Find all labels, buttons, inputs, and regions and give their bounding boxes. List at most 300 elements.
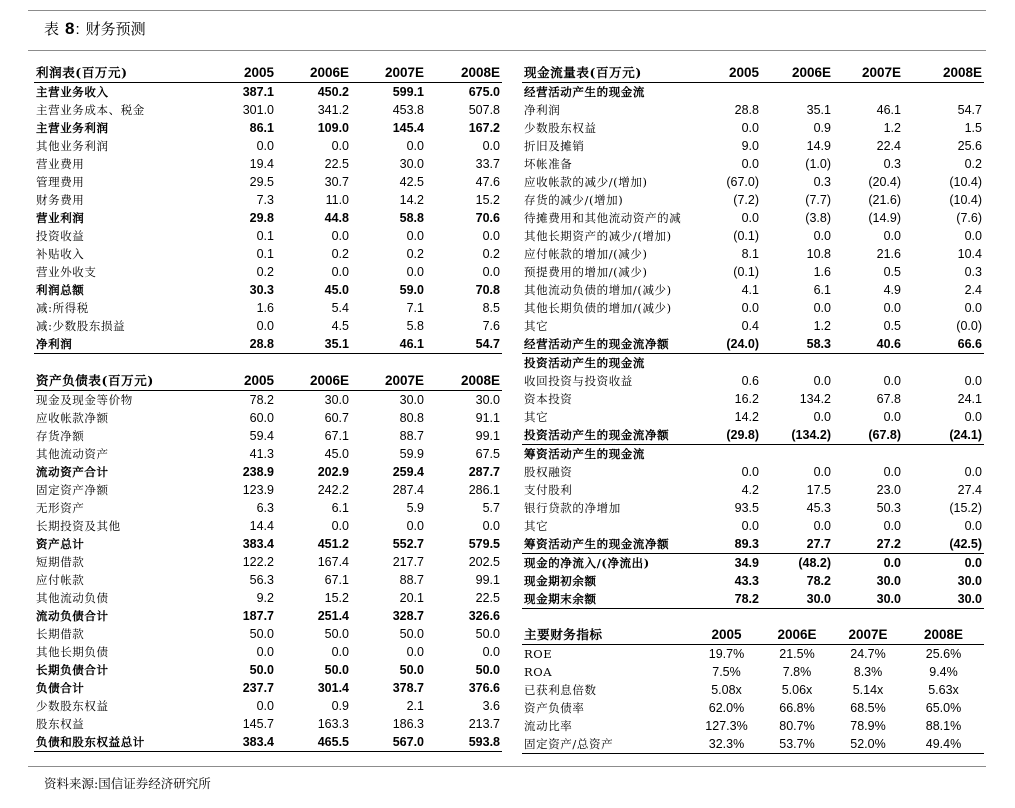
value-cell: 10.4 (957, 247, 982, 261)
value-cell: 16.2 (734, 392, 759, 406)
value-cell: 50.0 (399, 663, 424, 677)
table-row (34, 481, 502, 499)
value-cell: 0.4 (741, 319, 759, 333)
year-header-cell: 2006E (276, 64, 351, 83)
value-cell: 0.2 (482, 247, 500, 261)
value-cell: 42.5 (399, 175, 424, 189)
table-row (34, 263, 502, 281)
value-cell: 30.0 (324, 393, 349, 407)
value-cell: 451.2 (317, 537, 349, 551)
value-cell: 0.0 (482, 139, 500, 153)
row-label: 应收帐款净额 (36, 411, 109, 425)
table-row (522, 554, 984, 573)
table-row (522, 572, 984, 590)
value-cell: 387.1 (242, 85, 274, 99)
row-label: 净利润 (34, 335, 207, 354)
table-row (522, 408, 984, 426)
value-cell: 122.2 (242, 555, 274, 569)
value-cell: 9.4% (929, 665, 958, 679)
value-cell: 0.2 (256, 265, 274, 279)
table-row (34, 245, 502, 263)
bottom-rule (28, 766, 986, 767)
value-cell: 593.8 (426, 733, 502, 752)
source-note: 资料来源:国信证券经济研究所 (44, 776, 211, 791)
row-label: 其它 (524, 410, 549, 424)
balance-sheet-table (34, 372, 502, 752)
value-cell: (7.7) (805, 193, 831, 207)
value-cell: 11.0 (325, 193, 349, 207)
value-cell: 30.3 (249, 283, 274, 297)
row-label: 负债合计 (36, 681, 85, 695)
table-row (34, 209, 502, 227)
value-cell: (0.0) (956, 319, 982, 333)
row-label: 折旧及摊销 (524, 139, 585, 153)
value-cell: (67.8) (833, 426, 903, 445)
value-cell: 7.5% (712, 665, 741, 679)
row-label: 存货净额 (36, 429, 85, 443)
table-row (522, 481, 984, 499)
value-cell: 5.14x (852, 683, 884, 697)
value-cell: 67.1 (324, 573, 349, 587)
value-cell: 14.4 (249, 519, 274, 533)
row-label: 长期投资及其他 (36, 519, 121, 533)
row-label: 其他流动负债 (36, 591, 109, 605)
row-label: 流动比率 (524, 719, 573, 733)
value-cell: 0.0 (883, 410, 901, 424)
table-row (522, 663, 984, 681)
row-label: 其他长期负债 (36, 645, 109, 659)
value-cell: 0.0 (883, 556, 901, 570)
table-row (34, 733, 502, 752)
value-cell: 552.7 (392, 537, 424, 551)
row-label: 管理费用 (36, 175, 85, 189)
row-label: 主营业务成本、税金 (36, 103, 145, 117)
table-row (34, 643, 502, 661)
table-row (522, 445, 984, 464)
value-cell (692, 83, 761, 102)
value-cell: 30.7 (324, 175, 349, 189)
value-cell: 27.7 (761, 535, 833, 554)
table-row (522, 137, 984, 155)
value-cell: 0.0 (883, 229, 901, 243)
value-cell: 0.0 (406, 519, 424, 533)
row-label: ROE (524, 647, 553, 661)
year-header-cell: 2008E (903, 64, 984, 83)
value-cell: 0.0 (406, 229, 424, 243)
value-cell: 17.5 (806, 483, 831, 497)
value-cell: 5.63x (928, 683, 959, 697)
value-cell: 0.5 (883, 265, 901, 279)
value-cell: 0.0 (741, 301, 759, 315)
row-label: 应收帐款的减少/(增加) (524, 175, 648, 189)
value-cell: 14.9 (806, 139, 831, 153)
year-header-cell: 2008E (426, 64, 502, 83)
value-cell: 8.5 (482, 301, 500, 315)
year-header-cell: 2005 (692, 64, 761, 83)
value-cell: (24.0) (692, 335, 761, 354)
value-cell: 4.1 (741, 283, 759, 297)
value-cell: (67.0) (726, 175, 759, 189)
value-cell: 21.6 (876, 247, 901, 261)
value-cell: 86.1 (249, 121, 274, 135)
row-label: 少数股东权益 (36, 699, 109, 713)
value-cell: 88.1% (925, 719, 962, 733)
value-cell: 465.5 (276, 733, 351, 752)
table-row (522, 317, 984, 335)
value-cell: 29.5 (249, 175, 274, 189)
table-row (522, 390, 984, 408)
value-cell: 0.1 (256, 229, 274, 243)
value-cell: 0.1 (256, 247, 274, 261)
value-cell: 0.0 (256, 645, 274, 659)
income-statement-table (34, 64, 502, 354)
value-cell: 1.6 (813, 265, 831, 279)
value-cell: 54.7 (957, 103, 982, 117)
value-cell: 30.0 (475, 393, 500, 407)
table-row (34, 625, 502, 643)
table-header-label: 主要财务指标 (522, 626, 692, 645)
value-cell: 0.0 (741, 121, 759, 135)
value-cell: 0.0 (964, 229, 982, 243)
row-label: 短期借款 (36, 555, 85, 569)
row-label: 其他长期资产的减少/(增加) (524, 229, 672, 243)
row-label: 补贴收入 (36, 247, 85, 261)
row-label: 已获利息倍数 (524, 683, 597, 697)
value-cell: 50.0 (324, 663, 349, 677)
title-prefix: 表 (44, 20, 60, 38)
value-cell: 80.8 (399, 411, 424, 425)
row-label: 预提费用的增加/(减少) (524, 265, 648, 279)
value-cell: 0.3 (813, 175, 831, 189)
row-label: 股权融资 (524, 465, 573, 479)
value-cell: 25.6 (957, 139, 982, 153)
value-cell: 0.0 (331, 645, 349, 659)
value-cell: 301.0 (242, 103, 274, 117)
value-cell: 88.7 (399, 573, 424, 587)
year-header-cell: 2007E (351, 64, 426, 83)
value-cell: 202.9 (317, 465, 349, 479)
value-cell: 22.5 (324, 157, 349, 171)
row-label: 少数股东权益 (524, 121, 597, 135)
value-cell: 242.2 (317, 483, 349, 497)
table-row (522, 245, 984, 263)
value-cell: 5.8 (406, 319, 424, 333)
value-cell: 28.8 (207, 335, 276, 354)
value-cell: (0.1) (733, 229, 759, 243)
row-label: 营业费用 (36, 157, 85, 171)
table-row (34, 119, 502, 137)
value-cell: 0.0 (741, 157, 759, 171)
row-label: 财务费用 (36, 193, 85, 207)
value-cell: 5.7 (482, 501, 500, 515)
row-label: 流动负债合计 (36, 609, 109, 623)
value-cell: 58.3 (761, 335, 833, 354)
table-header-row (522, 64, 984, 83)
value-cell: 0.5 (883, 319, 901, 333)
value-cell: 30.0 (903, 590, 984, 609)
value-cell: 32.3% (692, 735, 761, 754)
value-cell: 0.3 (883, 157, 901, 171)
key-ratios-table (522, 626, 984, 754)
value-cell (761, 445, 833, 464)
value-cell: 0.0 (406, 645, 424, 659)
value-cell: 0.0 (964, 301, 982, 315)
value-cell: 0.6 (741, 374, 759, 388)
value-cell: 21.5% (779, 647, 815, 661)
row-label: 存货的减少/(增加) (524, 193, 624, 207)
value-cell: 54.7 (426, 335, 502, 354)
value-cell: 145.4 (392, 121, 424, 135)
table-row (522, 681, 984, 699)
value-cell: 19.4 (249, 157, 274, 171)
value-cell: 0.0 (741, 465, 759, 479)
table-row (522, 535, 984, 554)
row-label: 其它 (524, 319, 549, 333)
value-cell: (24.1) (903, 426, 984, 445)
year-header-cell: 2005 (207, 372, 276, 391)
value-cell: 91.1 (475, 411, 500, 425)
row-label: 坏帐准备 (524, 157, 573, 171)
value-cell: 50.0 (475, 663, 500, 677)
value-cell: 213.7 (468, 717, 500, 731)
row-label: 资产负债率 (524, 701, 585, 715)
value-cell: 186.3 (392, 717, 424, 731)
value-cell: 0.0 (964, 556, 982, 570)
value-cell: 123.9 (242, 483, 274, 497)
value-cell: (48.2) (798, 556, 831, 570)
value-cell: 35.1 (276, 335, 351, 354)
value-cell: 163.3 (317, 717, 349, 731)
table-row (34, 517, 502, 535)
table-row (522, 299, 984, 317)
row-label: 筹资活动产生的现金流 (524, 447, 645, 461)
table-row (522, 463, 984, 481)
value-cell: 0.0 (482, 265, 500, 279)
value-cell: 68.5% (850, 701, 886, 715)
value-cell: 50.3 (876, 501, 901, 515)
value-cell: 453.8 (392, 103, 424, 117)
value-cell (903, 354, 984, 373)
row-label: 主营业务收入 (36, 85, 109, 99)
row-label: 投资活动产生的现金流 (524, 356, 645, 370)
value-cell: 60.0 (249, 411, 274, 425)
table-row (522, 263, 984, 281)
row-label: 资产总计 (36, 537, 85, 551)
value-cell: 60.7 (324, 411, 349, 425)
value-cell: 46.1 (351, 335, 426, 354)
value-cell: 50.0 (249, 663, 274, 677)
row-label: 长期负债合计 (36, 663, 109, 677)
table-row (34, 173, 502, 191)
value-cell (903, 445, 984, 464)
table-row (522, 717, 984, 735)
table-row (34, 535, 502, 553)
value-cell: 217.7 (392, 555, 424, 569)
cash-flow-table (522, 64, 984, 609)
value-cell: 59.9 (399, 447, 424, 461)
value-cell: 1.2 (883, 121, 901, 135)
value-cell: 259.4 (392, 465, 424, 479)
row-label: 净利润 (524, 103, 561, 117)
table-row (34, 607, 502, 625)
value-cell: 59.0 (399, 283, 424, 297)
year-header-cell: 2005 (692, 626, 761, 645)
row-label: 收回投资与投资收益 (524, 374, 633, 388)
value-cell: (15.2) (949, 501, 982, 515)
value-cell: 25.6% (925, 647, 962, 661)
value-cell: 0.0 (406, 139, 424, 153)
table-row (34, 317, 502, 335)
value-cell: 8.1 (741, 247, 759, 261)
value-cell: 4.2 (741, 483, 759, 497)
value-cell: 70.6 (475, 211, 500, 225)
value-cell: 15.2 (475, 193, 500, 207)
table-row (34, 553, 502, 571)
value-cell: 59.4 (249, 429, 274, 443)
row-label: 减:少数股东损益 (36, 319, 126, 333)
value-cell (761, 354, 833, 373)
value-cell: (14.9) (868, 211, 901, 225)
table-row (522, 517, 984, 535)
value-cell: 23.0 (876, 483, 901, 497)
value-cell: 0.0 (482, 519, 500, 533)
value-cell: 40.6 (833, 335, 903, 354)
row-label: 资本投资 (524, 392, 573, 406)
table-row (34, 499, 502, 517)
value-cell: 383.4 (242, 537, 274, 551)
value-cell: 24.1 (957, 392, 982, 406)
value-cell: 6.1 (331, 501, 349, 515)
value-cell: 30.0 (399, 157, 424, 171)
value-cell: 0.0 (813, 374, 831, 388)
table-row (522, 173, 984, 191)
table-row (34, 589, 502, 607)
value-cell: 0.0 (883, 465, 901, 479)
value-cell: (29.8) (692, 426, 761, 445)
value-cell: 5.08x (711, 683, 742, 697)
row-label: 流动资产合计 (36, 465, 109, 479)
value-cell: (10.4) (949, 175, 982, 189)
value-cell: 89.3 (692, 535, 761, 554)
value-cell: 301.4 (317, 681, 349, 695)
value-cell: 50.0 (475, 627, 500, 641)
row-label: 固定资产净额 (36, 483, 109, 497)
value-cell: (7.2) (733, 193, 759, 207)
value-cell: 27.2 (833, 535, 903, 554)
value-cell: 15.2 (324, 591, 349, 605)
table-row (522, 227, 984, 245)
table-row (522, 699, 984, 717)
value-cell: 127.3% (705, 719, 748, 733)
row-label: 经营活动产生的现金流 (524, 85, 645, 99)
value-cell: (134.2) (761, 426, 833, 445)
value-cell: 0.0 (256, 139, 274, 153)
year-header-cell: 2005 (207, 64, 276, 83)
table-row (34, 679, 502, 697)
value-cell: 0.3 (964, 265, 982, 279)
value-cell: 251.4 (317, 609, 349, 623)
row-label: 待摊费用和其他流动资产的减 (524, 211, 682, 225)
value-cell: 22.4 (876, 139, 901, 153)
table-row (522, 101, 984, 119)
value-cell: 341.2 (317, 103, 349, 117)
value-cell (833, 83, 903, 102)
table-row (522, 735, 984, 754)
value-cell: 326.6 (468, 609, 500, 623)
row-label: 银行贷款的净增加 (524, 501, 621, 515)
row-label: 现金的净流入/(净流出) (524, 556, 650, 570)
value-cell: 93.5 (734, 501, 759, 515)
value-cell: 88.7 (399, 429, 424, 443)
value-cell: 28.8 (734, 103, 759, 117)
value-cell: 0.0 (964, 465, 982, 479)
value-cell: 45.0 (324, 447, 349, 461)
value-cell: 70.8 (475, 283, 500, 297)
table-row (34, 281, 502, 299)
table-row (522, 499, 984, 517)
value-cell: 0.0 (813, 229, 831, 243)
row-label: 减:所得税 (36, 301, 89, 315)
value-cell (833, 354, 903, 373)
table-header-row (34, 64, 502, 83)
value-cell: 14.2 (734, 410, 759, 424)
table-row (34, 137, 502, 155)
value-cell: 80.7% (779, 719, 815, 733)
value-cell: 0.0 (813, 301, 831, 315)
value-cell: 53.7% (761, 735, 833, 754)
row-label: 其他流动负债的增加/(减少) (524, 283, 672, 297)
value-cell: 24.7% (850, 647, 886, 661)
value-cell (761, 83, 833, 102)
value-cell: 33.7 (475, 157, 500, 171)
value-cell: 30.0 (833, 590, 903, 609)
row-label: 其他长期负债的增加/(减少) (524, 301, 672, 315)
row-label: 长期借款 (36, 627, 85, 641)
value-cell: 9.0 (741, 139, 759, 153)
value-cell: 34.9 (734, 556, 759, 570)
value-cell: 30.0 (761, 590, 833, 609)
title-text: 财务预测 (85, 20, 146, 38)
value-cell: 187.7 (242, 609, 274, 623)
value-cell: 6.1 (813, 283, 831, 297)
value-cell: 376.6 (468, 681, 500, 695)
value-cell: 1.2 (813, 319, 831, 333)
value-cell: 45.0 (324, 283, 349, 297)
value-cell: 0.0 (813, 519, 831, 533)
value-cell: 378.7 (392, 681, 424, 695)
table-header-row (34, 372, 502, 391)
year-header-cell: 2008E (903, 626, 984, 645)
value-cell: 78.2 (806, 574, 831, 588)
table-title (44, 18, 146, 44)
table-header-label: 资产负债表(百万元) (34, 372, 207, 391)
row-label: 固定资产/总资产 (522, 735, 692, 754)
value-cell: 50.0 (399, 627, 424, 641)
value-cell: (10.4) (949, 193, 982, 207)
table-row (34, 715, 502, 733)
value-cell: (42.5) (903, 535, 984, 554)
value-cell: 238.9 (242, 465, 274, 479)
value-cell: 237.7 (242, 681, 274, 695)
table-row (522, 335, 984, 354)
value-cell: 1.6 (256, 301, 274, 315)
value-cell: 0.9 (813, 121, 831, 135)
table-row (34, 299, 502, 317)
value-cell: 78.2 (249, 393, 274, 407)
value-cell: 0.0 (256, 319, 274, 333)
value-cell: 2.1 (406, 699, 424, 713)
value-cell: 43.3 (734, 574, 759, 588)
